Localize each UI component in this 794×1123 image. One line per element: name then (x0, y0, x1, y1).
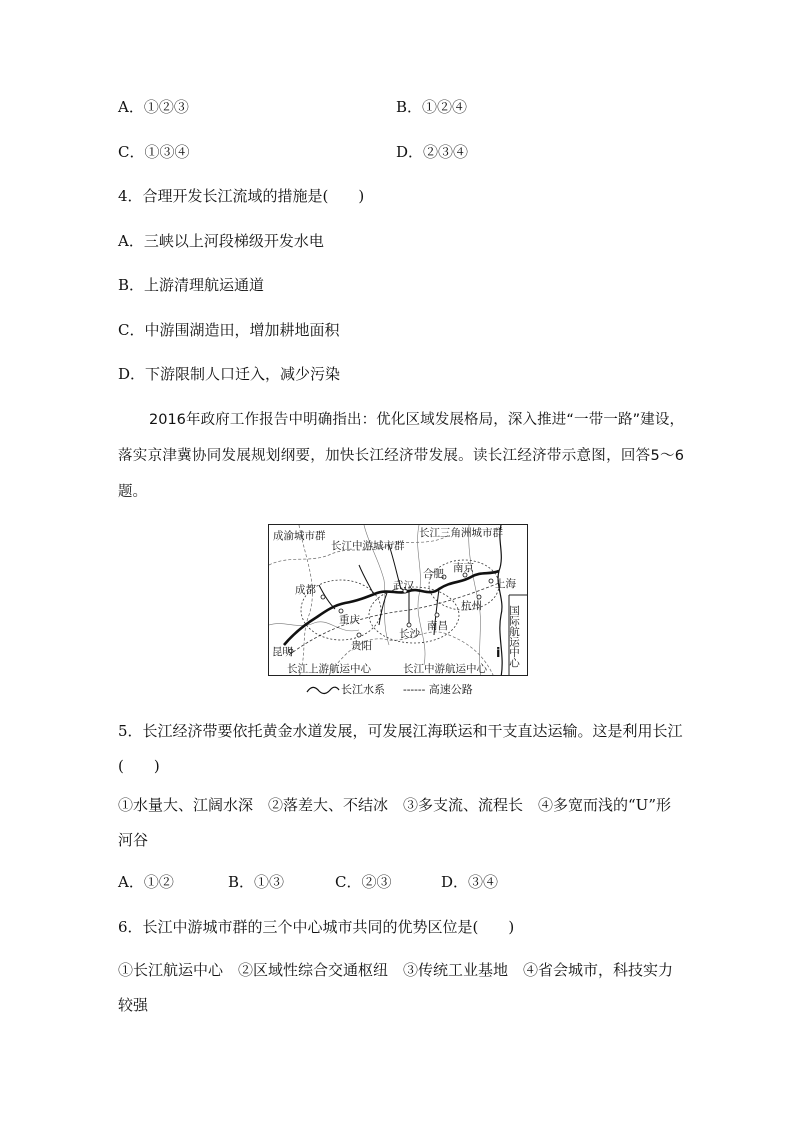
q4-option-d: D．下游限制人口迁入，减少污染 (118, 365, 341, 383)
label-delta-cluster: 长江三角洲城市群 (419, 527, 503, 539)
q3-option-c: C．①③④ (118, 143, 190, 161)
q5-option-a: A．①② (118, 873, 174, 891)
label-nanjing: 南京 (453, 562, 474, 574)
label-hangzhou: 杭州 (461, 600, 482, 612)
hangzhou-dot (477, 595, 481, 599)
chongqing-dot (339, 609, 343, 613)
label-changsha: 长沙 (399, 628, 420, 640)
label-shanghai: 上海 (495, 578, 516, 590)
chengdu-dot (321, 595, 325, 599)
nanchang-dot (435, 613, 439, 617)
label-upper-shipping-center: 长江上游航运中心 (287, 663, 371, 675)
yangtze-economic-belt-map (268, 524, 528, 676)
q5-option-b: B．①③ (228, 873, 285, 891)
label-middle-shipping-center: 长江中游航运中心 (403, 663, 487, 675)
q3-option-a: A．①②③ (118, 98, 189, 116)
label-intl-shipping-center: 国际航运中心 (508, 605, 520, 668)
label-chongqing: 重庆 (339, 614, 360, 626)
map-svg (269, 525, 528, 676)
north-arrow-icon: i (496, 646, 501, 661)
q4-option-a: A．三峡以上河段梯级开发水电 (118, 232, 324, 250)
label-kunming: 昆明 (272, 646, 293, 658)
label-chengyu: 成渝城市群 (273, 530, 326, 542)
label-guiyang: 贵阳 (351, 640, 372, 652)
label-nanchang: 南昌 (427, 620, 448, 632)
q4-stem: 4．合理开发长江流域的措施是( ) (118, 187, 365, 205)
q6-statements: ①长江航运中心 ②区域性综合交通枢纽 ③传统工业基地 ④省会城市，科技实力较强 (118, 961, 674, 1014)
q4-option-b: B．上游清理航运通道 (118, 276, 265, 294)
q3-option-d: D．②③④ (396, 143, 469, 161)
guiyang-dot (357, 633, 361, 637)
label-wuhan: 武汉 (393, 580, 414, 592)
label-middle-cluster: 长江中游城市群 (331, 540, 405, 552)
q6-stem: 6．长江中游城市群的三个中心城市共同的优势区位是( ) (118, 918, 515, 936)
q5-statements: ①水量大、江阔水深 ②落差大、不结冰 ③多支流、流程长 ④多宽而浅的“U”形河谷 (118, 796, 671, 849)
label-chengdu: 成都 (295, 584, 316, 596)
q4-option-c: C．中游围湖造田，增加耕地面积 (118, 321, 340, 339)
q5-stem: 5．长江经济带要依托黄金水道发展，可发展江海联运和干支直达运输。这是利用长江( ) (118, 722, 683, 775)
changsha-dot (407, 623, 411, 627)
q5-option-d: D．③④ (441, 873, 499, 891)
shanghai-dot (489, 579, 493, 583)
reading-passage: 2016年政府工作报告中明确指出：优化区域发展格局，深入推进“一带一路”建设，落实京津冀协同发展规划纲要，加快长江经济带发展。读长江经济带示意图，回答5～6题。 (118, 412, 684, 500)
legend-river-label: 长江水系 (341, 683, 385, 696)
legend-highway-label: ------ 高速公路 (403, 683, 473, 696)
q3-option-b: B．①②④ (396, 98, 468, 116)
label-hefei: 合肥 (423, 568, 444, 580)
river-legend-icon (306, 684, 340, 696)
q5-option-c: C．②③ (335, 873, 392, 891)
